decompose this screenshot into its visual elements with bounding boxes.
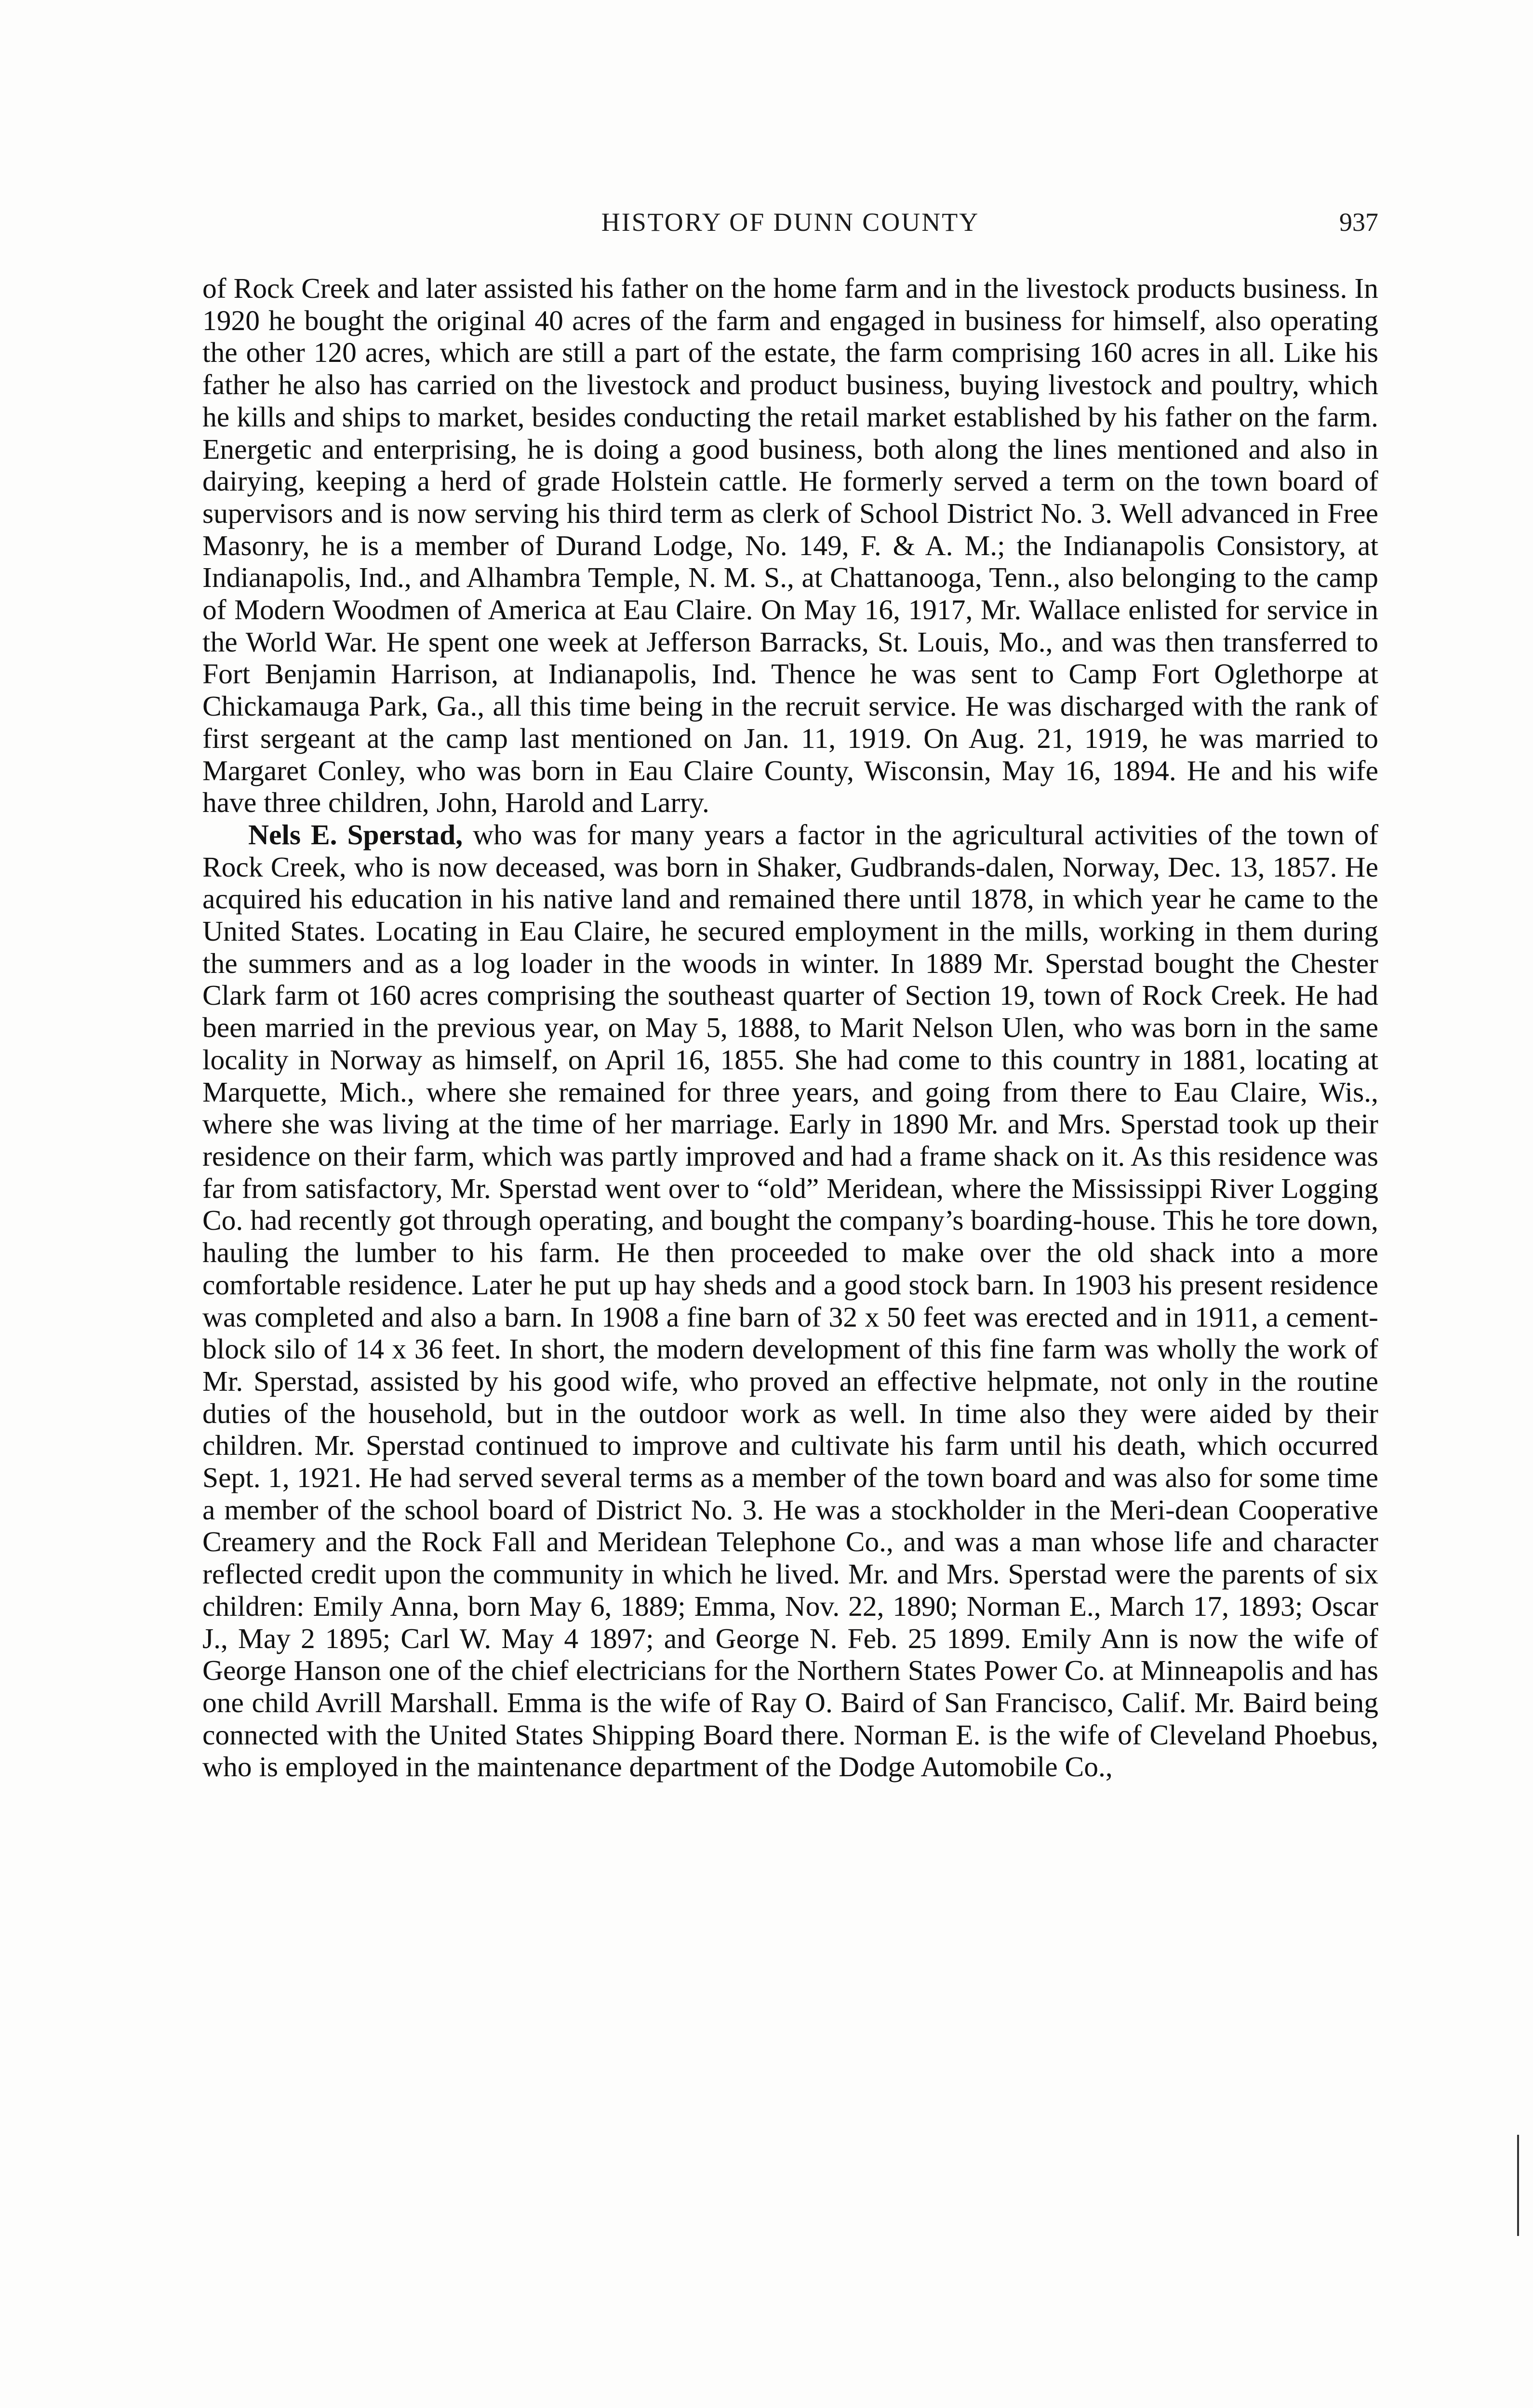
paragraph-continued-biography: of Rock Creek and later assisted his father on the home farm and in the livestock products business. In 1920 he bought the original 40 acres of the farm and engaged in business for himself, also operating the other 120 acres, which are still a part of the estate, the farm comprising 160 acres in all. Like his father he also has carried on the livestock and product business, buying livestock and poultry, which he kills and ships to market, besides conducting the retail market established by his father on the farm. Energetic and enterprising, he is doing a good business, both along the lines mentioned and also in dairying, keeping a herd of grade Holstein cattle. He formerly served a term on the town board of supervisors and is now serving his third term as clerk of School District No. 3. Well advanced in Free Masonry, he is a member of Durand Lodge, No. 149, F. & A. M.; the Indianapolis Consistory, at Indianapolis, Ind., and Alhambra Temple, N. M. S., at Chattanooga, Tenn., also belonging to the camp of Modern Woodmen of America at Eau Claire. On May 16, 1917, Mr. Wallace enlisted for service in the World War. He spent one week at Jefferson Barracks, St. Louis, Mo., and was then transferred to Fort Benjamin Harrison, at Indianapolis, Ind. Thence he was sent to Camp Fort Oglethorpe at Chickamauga Park, Ga., all this time being in the recruit service. He was discharged with the rank of first sergeant at the camp last mentioned on Jan. 11, 1919. On Aug. 21, 1919, he was married to Margaret Conley, who was born in Eau Claire County, Wisconsin, May 16, 1894. He and his wife have three children, John, Harold and Larry. [202, 272, 1378, 819]
biography-subject-name: Nels E. Sperstad, [248, 818, 463, 851]
biography-text: who was for many years a factor in the agricultural activities of the town of Rock Creek, who is now deceased, was born in Shaker, Gudbrands-dalen, Norway, Dec. 13, 1857. He acquired his education in his native land and remained there until 1878, in which year he came to the United States. Locating in Eau Claire, he secured employment in the mills, working in them during the summers and as a log loader in the woods in winter. In 1889 Mr. Sperstad bought the Chester Clark farm ot 160 acres comprising the southeast quarter of Section 19, town of Rock Creek. He had been married in the previous year, on May 5, 1888, to Marit Nelson Ulen, who was born in the same locality in Norway as himself, on April 16, 1855. She had come to this country in 1881, locating at Marquette, Mich., where she remained for three years, and going from there to Eau Claire, Wis., where she was living at the time of her marriage. Early in 1890 Mr. and Mrs. Sperstad took up their residence on their farm, which was partly improved and had a frame shack on it. As this residence was far from satisfactory, Mr. Sperstad went over to “old” Meridean, where the Mississippi River Logging Co. had recently got through operating, and bought the company’s boarding-house. This he tore down, hauling the lumber to his farm. He then proceeded to make over the old shack into a more comfortable residence. Later he put up hay sheds and a good stock barn. In 1903 his present residence was completed and also a barn. In 1908 a fine barn of 32 x 50 feet was erected and in 1911, a cement-block silo of 14 x 36 feet. In short, the modern development of this fine farm was wholly the work of Mr. Sperstad, assisted by his good wife, who proved an effective helpmate, not only in the routine duties of the household, but in the outdoor work as well. In time also they were aided by their children. Mr. Sperstad continued to improve and cultivate his farm until his death, which occurred Sept. 1, 1921. He had served several terms as a member of the town board and was also for some time a member of the school board of District No. 3. He was a stockholder in the Meri-dean Cooperative Creamery and the Rock Fall and Meridean Telephone Co., and was a man whose life and character reflected credit upon the community in which he lived. Mr. and Mrs. Sperstad were the parents of six children: Emily Anna, born May 6, 1889; Emma, Nov. 22, 1890; Norman E., March 17, 1893; Oscar J., May 2 1895; Carl W. May 4 1897; and George N. Feb. 25 1899. Emily Ann is now the wife of George Hanson one of the chief electricians for the Northern States Power Co. at Minneapolis and has one child Avrill Marshall. Emma is the wife of Ray O. Baird of San Francisco, Calif. Mr. Baird being connected with the United States Shipping Board there. Norman E. is the wife of Cleveland Phoebus, who is employed in the maintenance department of the Dodge Automobile Co., [202, 818, 1379, 1783]
page-number: 937 [1339, 208, 1378, 237]
paragraph-sperstad-biography [202, 819, 1378, 1783]
body-text [202, 272, 1378, 1783]
running-head [202, 207, 1378, 246]
running-title: HISTORY OF DUNN COUNTY [601, 208, 980, 237]
scan-edge-mark [1517, 2135, 1519, 2236]
